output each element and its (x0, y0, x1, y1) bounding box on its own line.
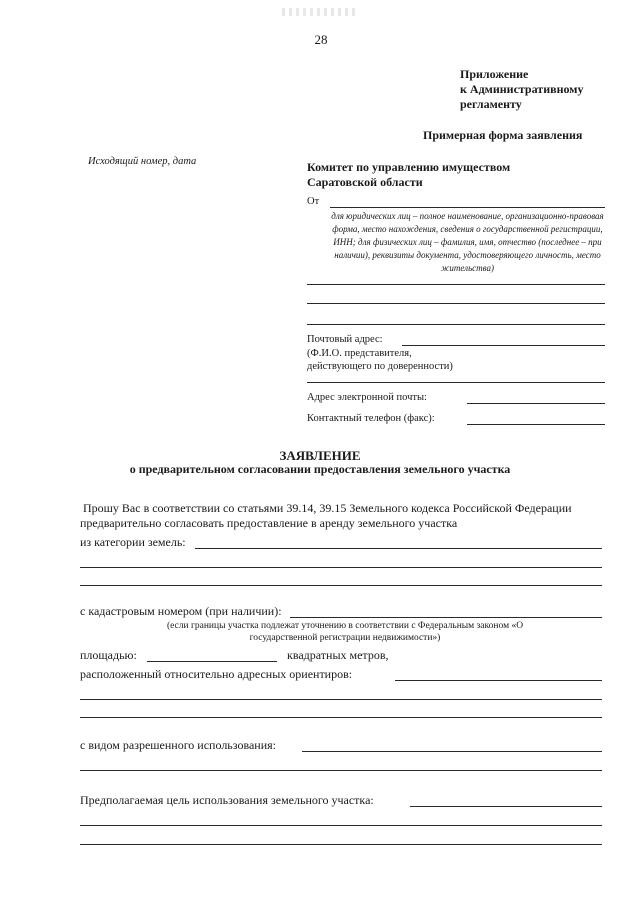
category-field-line[interactable] (195, 548, 602, 549)
purpose-label: Предполагаемая цель использования земельного участка: (80, 793, 374, 807)
postal-label: действующего по доверенности) (307, 361, 453, 372)
purpose-field-line[interactable] (80, 844, 602, 845)
purpose-field-line[interactable] (410, 806, 602, 807)
area-label: площадью: (80, 648, 137, 662)
from-field-line[interactable] (330, 207, 605, 208)
appendix-line: регламенту (460, 97, 522, 111)
cadastral-field-line[interactable] (290, 617, 602, 618)
email-label: Адрес электронной почты: (307, 392, 427, 403)
from-hint: для юридических лиц – полное наименование, организационно-правовая форма, место нахождения, сведения о государственной регистрации, ИНН; для физических лиц – фамилия, имя, отчество (последнее – при наличии), реквизиты документа, удостоверяющего личность, место жительства) (331, 211, 604, 273)
appendix-line: к Административному (460, 82, 584, 96)
location-field-line[interactable] (395, 680, 602, 681)
location-label: расположенный относительно адресных ориентиров: (80, 667, 353, 681)
document-heading: ЗАЯВЛЕНИЕ (279, 448, 361, 463)
category-field-line[interactable] (80, 585, 602, 586)
applicant-field-line[interactable] (307, 303, 605, 304)
cadastral-label: с кадастровым номером (при наличии): (80, 604, 282, 618)
phone-label: Контактный телефон (факс): (307, 413, 435, 424)
applicant-field-line[interactable] (307, 284, 605, 285)
postal-label: Почтовый адрес: (307, 334, 383, 345)
applicant-field-line[interactable] (307, 324, 605, 325)
intro-text: Прошу Вас в соответствии со статьями 39.14, 39.15 Земельного кодекса Российской Федерации (83, 501, 572, 515)
area-field-line[interactable] (147, 661, 277, 662)
form-title: Примерная форма заявления (423, 128, 583, 142)
area-unit: квадратных метров, (287, 648, 389, 662)
recipient-line: Саратовской области (307, 175, 423, 189)
scan-artifact (282, 8, 358, 16)
outgoing-number-label: Исходящий номер, дата (88, 156, 197, 167)
document-subheading: о предварительном согласовании предоставления земельного участка (129, 462, 511, 476)
postal-field-line[interactable] (307, 382, 605, 383)
permitted-use-label: с видом разрешенного использования: (80, 738, 276, 752)
from-label: От (307, 196, 320, 207)
postal-field-line[interactable] (402, 345, 605, 346)
category-field-line[interactable] (80, 567, 602, 568)
cadastral-hint: (если границы участка подлежат уточнению в соответствии с Федеральным законом «О государственной регистрации недвижимости») (166, 621, 524, 643)
email-field-line[interactable] (467, 403, 605, 404)
permitted-use-field-line[interactable] (302, 751, 602, 752)
appendix-line: Приложение (460, 67, 529, 81)
intro-text: предварительно согласовать предоставление в аренду земельного участка (80, 516, 458, 530)
location-field-line[interactable] (80, 717, 602, 718)
postal-label: (Ф.И.О. представителя, (307, 348, 412, 359)
purpose-field-line[interactable] (80, 825, 602, 826)
location-field-line[interactable] (80, 699, 602, 700)
phone-field-line[interactable] (467, 424, 605, 425)
permitted-use-field-line[interactable] (80, 770, 602, 771)
page-number: 28 (314, 32, 328, 47)
category-label: из категории земель: (80, 535, 186, 549)
recipient-line: Комитет по управлению имуществом (307, 160, 511, 174)
